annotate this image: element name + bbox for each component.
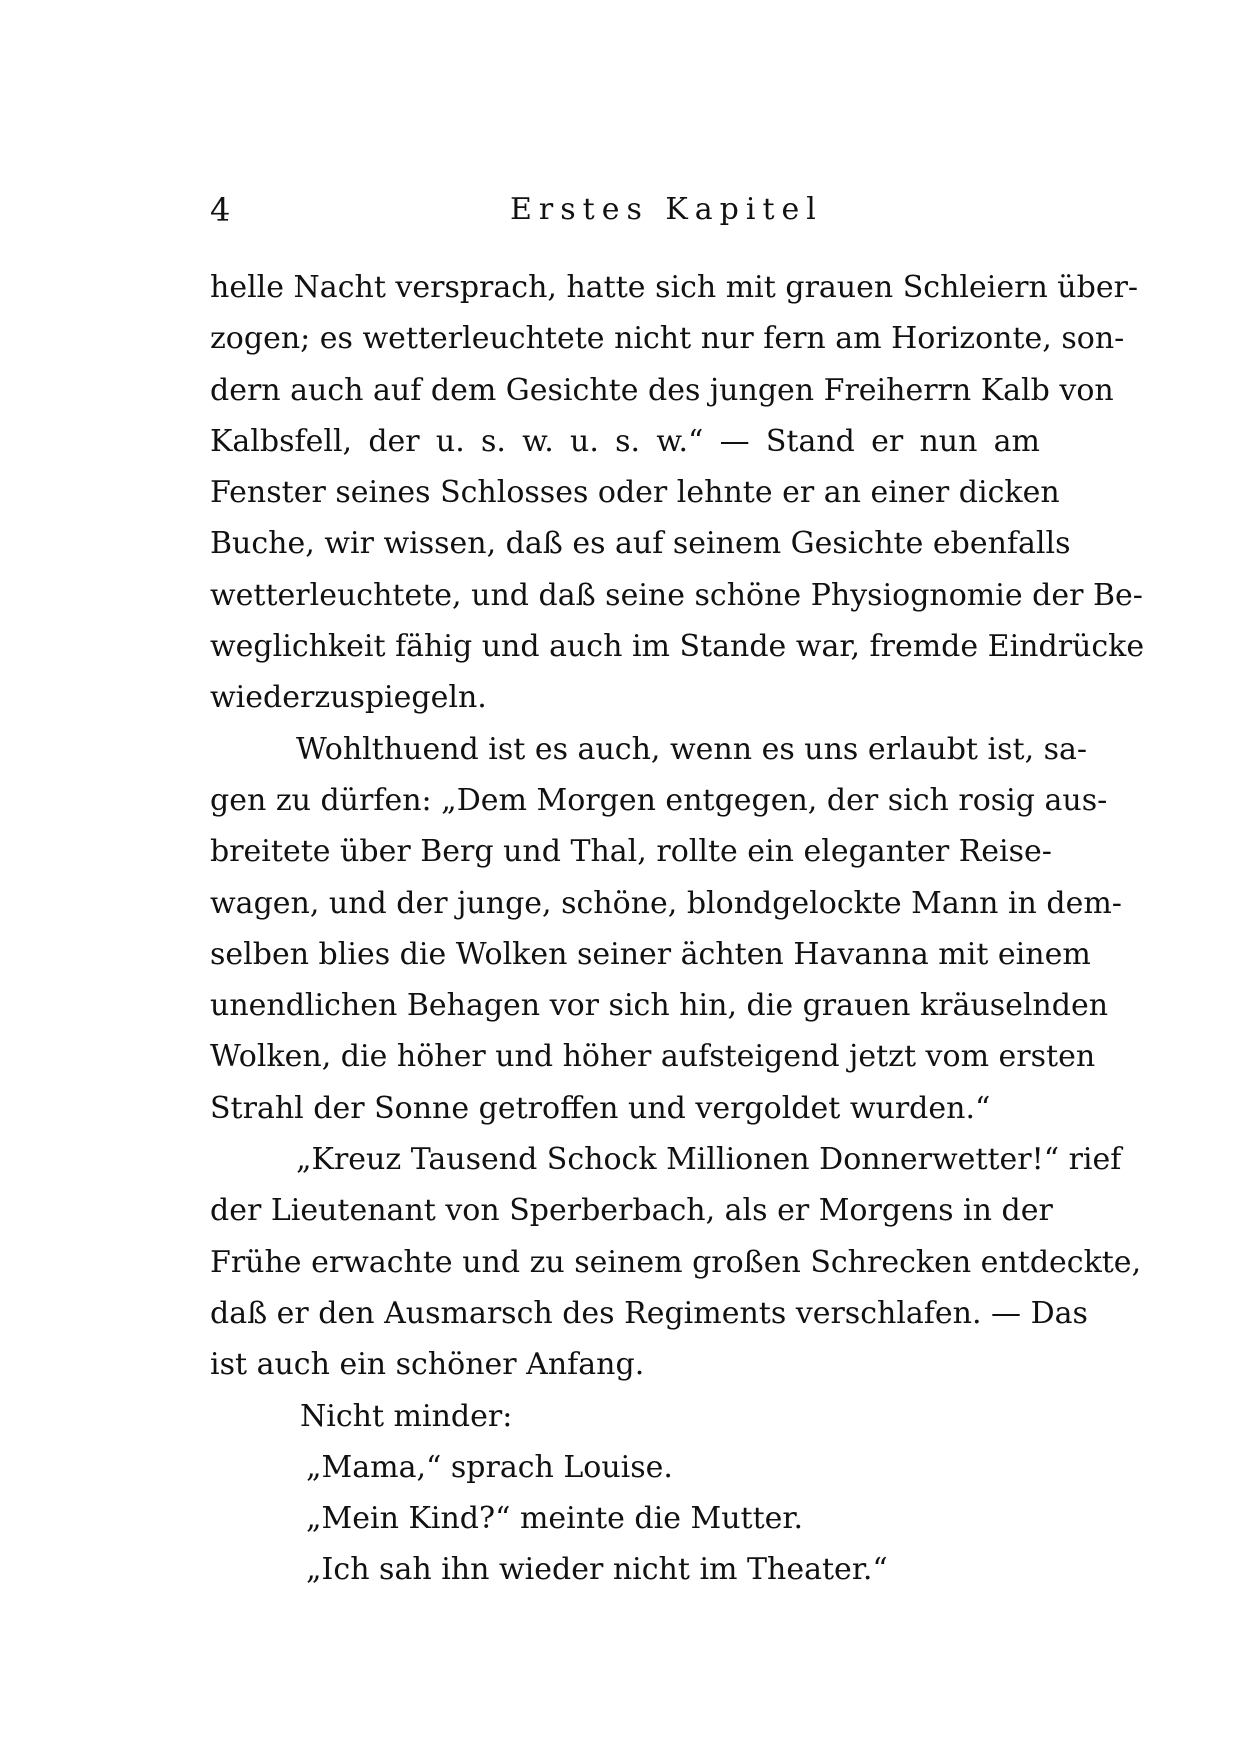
text-line: „Mein Kind?“ meinte die Mutter. — [306, 1501, 803, 1537]
text-line: dern auch auf dem Gesichte des jungen Freiherrn Kalb von — [210, 372, 1114, 408]
text-line: Wolken, die höher und höher aufsteigend jetzt vom ersten — [210, 1039, 1096, 1075]
text-line: breitete über Berg und Thal, rollte ein eleganter Reise- — [210, 834, 1052, 870]
text-line: „Kreuz Tausend Schock Millionen Donnerwetter!“ rief — [296, 1142, 1122, 1178]
text-line: Fenster seines Schlosses oder lehnte er an einer dicken — [210, 475, 1060, 511]
page-header — [210, 190, 1040, 240]
text-line: helle Nacht versprach, hatte sich mit grauen Schleiern über- — [210, 270, 1139, 305]
text-line: wagen, und der junge, schöne, blondgelockte Mann in dem- — [210, 885, 1122, 921]
text-line: „Mama,“ sprach Louise. — [306, 1449, 673, 1485]
text-line: Wohlthuend ist es auch, wenn es uns erlaubt ist, sa- — [296, 731, 1088, 767]
text-line: wiederzuspiegeln. — [210, 680, 487, 716]
text-line: Kalbsfell, der u. s. w. u. s. w.“ — Stand er nun am — [210, 423, 1040, 459]
text-line: gen zu dürfen: „Dem Morgen entgegen, der sich rosig aus- — [210, 782, 1108, 818]
page-number: 4 — [210, 191, 231, 229]
body-text — [210, 262, 1145, 1596]
text-line: selben blies die Wolken seiner ächten Havanna mit einem — [210, 936, 1091, 972]
text-line: Nicht minder: — [300, 1398, 513, 1434]
text-line: wetterleuchtete, und daß seine schöne Physiognomie der Be- — [210, 577, 1143, 613]
text-line: Strahl der Sonne getroffen und vergoldet wurden.“ — [210, 1090, 991, 1126]
text-line: daß er den Ausmarsch des Regiments verschlafen. — Das — [210, 1295, 1088, 1331]
text-line: der Lieutenant von Sperberbach, als er Morgens in der — [210, 1193, 1053, 1229]
text-line: unendlichen Behagen vor sich hin, die grauen kräuselnden — [210, 988, 1109, 1024]
running-head: Erstes Kapitel — [510, 192, 823, 227]
text-line: Frühe erwachte und zu seinem großen Schrecken entdeckte, — [210, 1244, 1142, 1280]
text-line: zogen; es wetterleuchtete nicht nur fern am Horizonte, son- — [210, 321, 1125, 357]
text-line: ist auch ein schöner Anfang. — [210, 1347, 645, 1383]
text-line: weglichkeit fähig und auch im Stande war, fremde Eindrücke — [210, 629, 1145, 665]
text-line: Buche, wir wissen, daß es auf seinem Gesichte ebenfalls — [210, 526, 1071, 562]
text-line: „Ich sah ihn wieder nicht im Theater.“ — [306, 1552, 888, 1588]
